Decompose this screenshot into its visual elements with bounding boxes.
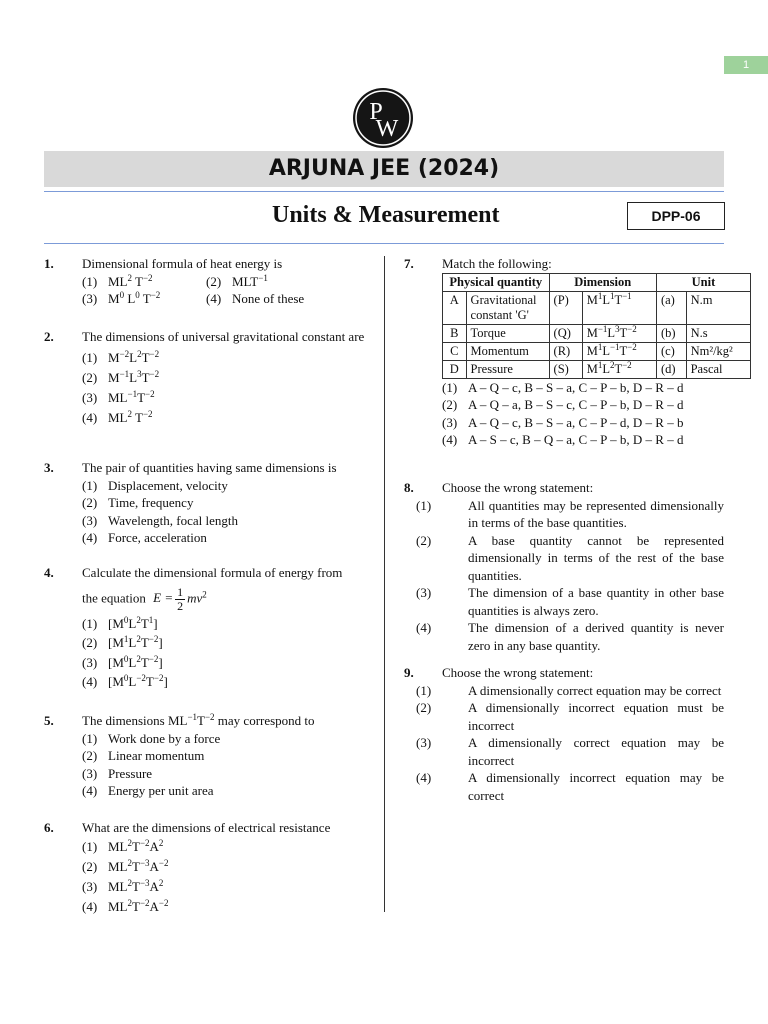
option-2: (2) A dimensionally incorrect equation must be incorrect	[416, 700, 724, 733]
table-row: B Torque (Q) $M^{-1}L^3T^{-2}$ (b) N.s	[443, 324, 751, 342]
column-divider	[384, 256, 385, 912]
option-2: (2) $MLT^{-1}$	[206, 272, 268, 289]
question-text: Dimensional formula of heat energy is	[82, 256, 283, 271]
question-number: 4.	[44, 565, 54, 580]
question-number: 9.	[404, 665, 414, 680]
question-4	[44, 564, 374, 692]
option-4: (4) A dimensionally incorrect equation may be correct	[416, 770, 724, 803]
energy-equation: E =	[153, 589, 174, 605]
question-text: Choose the wrong statement:	[442, 665, 594, 680]
question-number: 5.	[44, 713, 54, 728]
option-3: (3) $M^0$ $L^0$ $T^{-2}$	[82, 290, 161, 306]
option-4: (4) None of these	[206, 291, 305, 306]
table-row: A Gravitational constant 'G' (P) $M^1L^1T^{-1}$ (a) N.m	[443, 291, 751, 324]
dimension-cell: $M^1L^1T^{-1}$	[582, 291, 656, 324]
question-number: 1.	[44, 256, 54, 271]
question-text: The pair of quantities having same dimensions is	[82, 460, 337, 475]
option-1: (1) A dimensionally correct equation may be correct	[416, 682, 722, 698]
option-3: (3) Wavelength, focal length	[82, 512, 238, 528]
question-8	[404, 479, 724, 654]
option-1: (1) A – Q – c, B – S – a, C – P – b, D – R – d	[442, 379, 684, 395]
option-3: (3) A – Q – c, B – S – a, C – P – d, D – R – b	[442, 414, 684, 430]
option-4: (4) The dimension of a derived quantity is never zero in any base quantity.	[416, 620, 724, 653]
table-header: Physical quantity	[443, 273, 550, 291]
option-1: (1) Displacement, velocity	[82, 477, 228, 493]
option-3: (3) $[M^0L^2T^{-2}]$	[82, 653, 163, 670]
question-3	[44, 459, 374, 547]
option-1: (1) $[M^0L^2T^1]$	[82, 614, 158, 631]
question-text: What are the dimensions of electrical resistance	[82, 820, 331, 835]
subject-title: Units & Measurement	[272, 202, 500, 228]
table-header-row	[443, 273, 751, 291]
fraction: $\frac{1}{2}$	[177, 584, 184, 613]
question-text: The dimensions $ML^{-1}T^{-2}$ may correspond to	[82, 712, 315, 728]
question-7	[404, 255, 733, 449]
option-2: (2) Linear momentum	[82, 748, 205, 763]
svg-text:W: W	[375, 116, 399, 142]
question-text: Match the following:	[442, 256, 552, 271]
dimension-cell: $M^1L^{-1}T^{-2}$	[582, 342, 656, 360]
svg-text:P: P	[369, 99, 383, 125]
pw-logo	[353, 88, 413, 148]
option-4: (4) A – S – c, B – Q – a, C – P – b, D – R – d	[442, 432, 684, 447]
option-2: (2) $M^{-1}L^3T^{-2}$	[82, 368, 160, 385]
question-number: 8.	[404, 480, 414, 495]
option-1: (1) $ML^2T^{-2}A^2$	[82, 837, 164, 854]
table-row: D Pressure (S) $M^1L^2T^{-2}$ (d) Pascal	[443, 360, 751, 378]
option-2: (2) $[M^1L^2T^{-2}]$	[82, 634, 163, 650]
option-1: (1) All quantities may be represented dimensionally in terms of the base quantities.	[416, 497, 724, 530]
question-text: The dimensions of universal gravitational constant are	[82, 329, 365, 344]
question-9	[404, 664, 724, 804]
option-3: (3) $ML^2T^{-3}A^2$	[82, 877, 164, 894]
option-2: (2) A base quantity cannot be represented dimensionally in terms of the rest of the base quantities.	[416, 532, 724, 583]
page-title: ARJUNA JEE (2024)	[268, 156, 500, 181]
match-table	[442, 273, 751, 379]
question-number: 3.	[44, 460, 54, 475]
table-header: Unit	[656, 273, 750, 291]
option-3: (3) The dimension of a base quantity in other base quantities is always zero.	[416, 585, 724, 618]
option-4: (4) Force, acceleration	[82, 530, 207, 545]
option-3: (3) Pressure	[82, 765, 153, 781]
divider-line	[44, 243, 724, 244]
question-number: 6.	[44, 820, 54, 835]
option-3: (3) A dimensionally correct equation may be incorrect	[416, 735, 724, 768]
option-4: (4) $ML^2$ $T^{-2}$	[82, 408, 153, 425]
question-1	[44, 255, 374, 308]
option-4: (4) $ML^2T^{-2}A^{-2}$	[82, 897, 169, 914]
question-6	[44, 819, 374, 917]
option-2: (2) A – Q – a, B – S – c, C – P – b, D – R – d	[442, 397, 684, 412]
table-header: Dimension	[549, 273, 656, 291]
question-number: 2.	[44, 329, 54, 344]
question-number: 7.	[404, 256, 414, 271]
option-1: (1) Work done by a force	[82, 730, 221, 746]
question-text: Calculate the dimensional formula of energy from	[82, 565, 343, 580]
option-3: (3) $ML^{-1}T^{-2}$	[82, 388, 155, 405]
dpp-badge: DPP-06	[627, 202, 725, 230]
equation-line: the equation E = $\frac{1}{2}$ $mv^2$	[82, 584, 207, 613]
option-4: (4) Energy per unit area	[82, 783, 214, 798]
title-band	[44, 151, 724, 187]
table-row: C Momentum (R) $M^1L^{-1}T^{-2}$ (c) Nm²/kg²	[443, 342, 751, 360]
dimension-cell: $M^1L^2T^{-2}$	[582, 360, 656, 378]
page-number: 1	[724, 56, 768, 74]
question-5	[44, 712, 374, 800]
question-text: Choose the wrong statement:	[442, 480, 594, 495]
option-2: (2) $ML^2T^{-3}A^{-2}$	[82, 857, 169, 874]
dimension-cell: $M^{-1}L^3T^{-2}$	[582, 324, 656, 342]
option-2: (2) Time, frequency	[82, 495, 194, 510]
divider-line	[44, 191, 724, 192]
question-2	[44, 328, 374, 428]
option-1: (1) $ML^2$ $T^{-2}$	[82, 272, 153, 289]
option-4: (4) $[M^0L^{-2}T^{-2}]$	[82, 673, 168, 689]
option-1: (1) $M^{-2}L^2T^{-2}$	[82, 348, 160, 365]
